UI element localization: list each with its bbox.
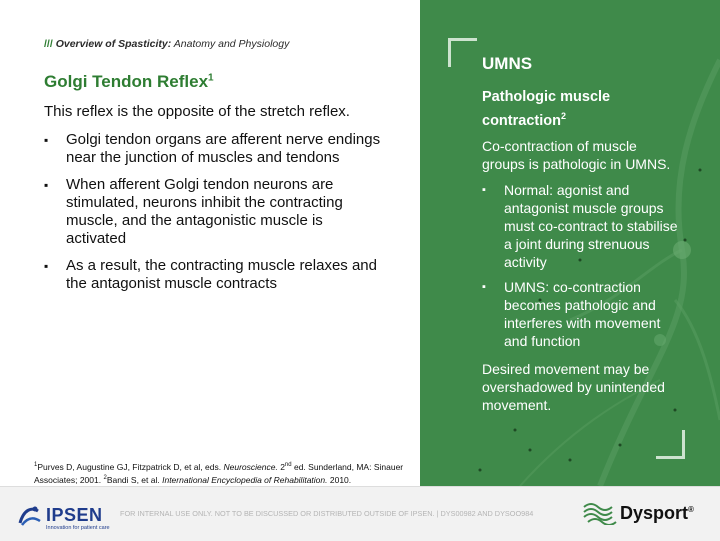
dysport-logo — [582, 499, 708, 529]
header-section: Overview of Spasticity: — [55, 38, 172, 50]
references: $^1$Purves D, Augustine GJ, Fitzpatrick D, et al, eds. Neuroscience. 2nd ed. Sunderland, MA: Sinauer Associates; 2001. $^2$Bandi S, et al. International Encyclopedia of Rehabilitation. 2010. — [34, 461, 404, 486]
list-item: ▪ UMNS: co-contraction becomes pathologic and interferes with movement and function — [482, 278, 661, 349]
bullet-list — [44, 131, 384, 293]
dysport-wave-icon — [582, 499, 620, 525]
panel-text: Co-contraction of muscle groups is pathologic in UMNS. — [482, 137, 671, 172]
list-item: ▪ Normal: agonist and antagonist muscle groups must co-contract to stabilise a joint during strenuous activity — [482, 181, 678, 270]
corner-bracket-bottom-right — [656, 430, 685, 459]
intro-text: This reflex is the opposite of the stretch reflex. — [44, 103, 350, 120]
ipsen-logo — [16, 505, 110, 532]
dysport-wordmark: Dysport® — [620, 503, 694, 523]
header-slashes: /// — [44, 38, 53, 50]
list-item: ▪ As a result, the contracting muscle relaxes and the antagonist muscle contracts — [44, 257, 377, 292]
header-subsection: Anatomy and Physiology — [173, 38, 290, 50]
list-item: ▪ Golgi tendon organs are afferent nerve endings near the junction of muscles and tendons — [44, 131, 381, 166]
panel-bullet-list — [482, 181, 682, 350]
slide-header — [44, 38, 289, 50]
left-content — [44, 72, 384, 302]
title-footnote: 1 — [208, 72, 214, 84]
bullet-icon: ▪ — [482, 183, 486, 196]
bullet-icon: ▪ — [482, 280, 486, 293]
ipsen-figure-icon — [16, 505, 42, 527]
panel-subheading: Pathologic muscle contraction$^2$ — [482, 89, 611, 129]
panel-heading: UMNS — [482, 54, 533, 73]
panel-content — [482, 54, 682, 422]
panel-conclusion: Desired movement may be overshadowed by unintended movement. — [482, 360, 665, 413]
umns-panel — [420, 0, 720, 486]
ipsen-wordmark: IPSEN — [46, 505, 103, 525]
footer-disclaimer: FOR INTERNAL USE ONLY. NOT TO BE DISCUSSED OR DISTRIBUTED OUTSIDE OF IPSEN. | DYS00982 AND DYSOO984 — [120, 509, 534, 518]
bullet-icon: ▪ — [44, 259, 49, 273]
bullet-icon: ▪ — [44, 133, 49, 147]
corner-bracket-top-left — [448, 38, 477, 67]
footer — [0, 486, 720, 541]
ipsen-tagline: Innovation for patient care — [46, 525, 110, 531]
list-item: ▪ When afferent Golgi tendon neurons are stimulated, neurons inhibit the contracting muscle, and the antagonistic muscle is activated — [44, 176, 343, 247]
subheading-footnote: 2 — [560, 111, 566, 121]
bullet-icon: ▪ — [44, 178, 49, 192]
slide-title: Golgi Tendon Reflex$^1$ — [44, 72, 214, 91]
